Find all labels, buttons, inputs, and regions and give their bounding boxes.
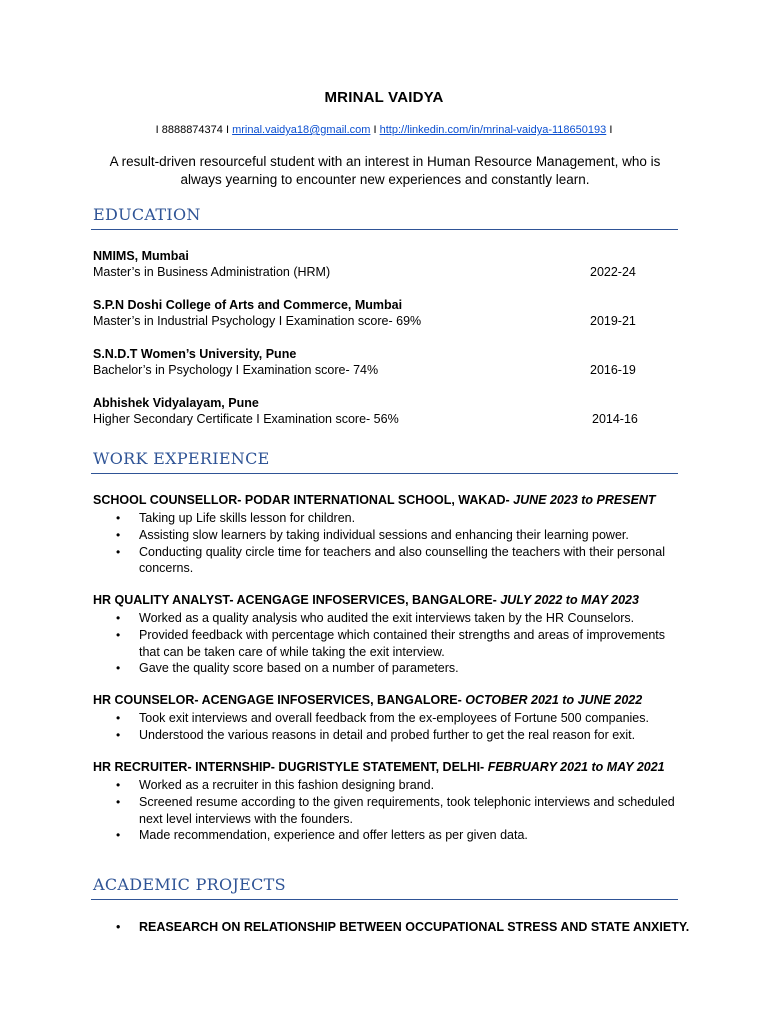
separator: I	[225, 124, 230, 136]
job-dates: JUNE 2023 to PRESENT	[513, 493, 656, 507]
job-bullets	[93, 777, 683, 844]
bullet-icon: •	[116, 794, 121, 809]
project-title: REASEARCH ON RELATIONSHIP BETWEEN OCCUPATIONAL STRESS AND STATE ANXIETY.	[139, 920, 690, 934]
academic-projects-heading: ACADEMIC PROJECTS	[93, 875, 286, 894]
bullet-icon: •	[116, 778, 121, 792]
education-years: 2016-19	[590, 363, 636, 377]
job-role: HR COUNSELOR- ACENGAGE INFOSERVICES, BANGALORE-	[93, 693, 462, 707]
work-experience-heading: WORK EXPERIENCE	[93, 449, 270, 468]
list-item	[93, 627, 683, 661]
list-item-text: Understood the various reasons in detail and probed further to get the real reason for exit.	[139, 727, 636, 742]
job-heading	[93, 493, 656, 507]
list-item	[93, 660, 683, 677]
academic-projects-divider	[91, 899, 678, 900]
job-bullets	[93, 510, 683, 577]
education-degree: Higher Secondary Certificate I Examination score- 56%	[93, 412, 399, 426]
bullet-icon: •	[116, 711, 121, 725]
job-dates: JULY 2022 to MAY 2023	[500, 593, 639, 607]
job-role: HR QUALITY ANALYST- ACENGAGE INFOSERVICES, BANGALORE-	[93, 593, 497, 607]
bullet-icon: •	[116, 727, 121, 742]
bullet-icon: •	[116, 661, 121, 676]
list-item-text: Screened resume according to the given requirements, took telephonic interviews and scheduled next level interviews with the founders.	[139, 794, 675, 826]
bullet-icon: •	[116, 527, 121, 542]
job-role: HR RECRUITER- INTERNSHIP- DUGRISTYLE STATEMENT, DELHI-	[93, 760, 485, 774]
education-institution: S.N.D.T Women’s University, Pune	[93, 347, 297, 361]
contact-line	[0, 124, 768, 136]
list-item	[93, 527, 683, 544]
job-bullets	[93, 710, 683, 744]
list-item-text: Made recommendation, experience and offer letters as per given data.	[139, 828, 528, 843]
list-item	[93, 544, 683, 578]
list-item-text: Provided feedback with percentage which contained their strengths and areas of improvements that can be taken care of while taking the exit interview.	[139, 627, 665, 659]
bullet-icon: •	[116, 611, 121, 625]
separator: I	[609, 124, 613, 136]
job-dates: OCTOBER 2021 to JUNE 2022	[465, 693, 643, 707]
list-item-text: Took exit interviews and overall feedback from the ex-employees of Fortune 500 companies.	[139, 711, 649, 725]
education-years: 2019-21	[590, 314, 636, 328]
job-role: SCHOOL COUNSELLOR- PODAR INTERNATIONAL SCHOOL, WAKAD-	[93, 493, 510, 507]
education-institution: Abhishek Vidyalayam, Pune	[93, 396, 259, 410]
candidate-name: MRINAL VAIDYA	[324, 89, 444, 106]
list-item	[93, 777, 683, 794]
education-divider	[91, 229, 678, 230]
job-heading	[93, 693, 642, 707]
email-link[interactable]: mrinal.vaidya18@gmail.com	[232, 124, 371, 136]
job-heading	[93, 593, 639, 607]
education-degree: Bachelor’s in Psychology I Examination score- 74%	[93, 363, 379, 377]
job-bullets	[93, 610, 683, 677]
list-item	[93, 727, 683, 744]
bullet-icon: •	[116, 627, 121, 642]
bullet-icon: •	[116, 511, 121, 525]
list-item	[93, 827, 683, 844]
separator: I	[155, 124, 159, 136]
bullet-icon: •	[116, 920, 121, 934]
work-experience-divider	[91, 473, 678, 474]
list-item	[93, 510, 683, 527]
list-item-text: Conducting quality circle time for teachers and also counselling the teachers with their personal concerns.	[139, 544, 665, 576]
education-years: 2022-24	[590, 265, 636, 279]
education-degree: Master’s in Industrial Psychology I Examination score- 69%	[93, 314, 422, 328]
education-degree: Master’s in Business Administration (HRM)	[93, 265, 331, 279]
education-heading: EDUCATION	[93, 205, 201, 224]
list-item	[93, 710, 683, 727]
summary-text: A result-driven resourceful student with an interest in Human Resource Management, who is always yearning to encounter new experiences and constantly learn.	[109, 154, 661, 187]
education-institution: NMIMS, Mumbai	[93, 249, 189, 263]
list-item-text: Worked as a quality analysis who audited the exit interviews taken by the HR Counselors.	[139, 611, 635, 625]
list-item-text: Gave the quality score based on a number of parameters.	[139, 661, 459, 676]
separator: I	[373, 124, 377, 136]
list-item-text: Assisting slow learners by taking individual sessions and enhancing their learning power.	[139, 527, 629, 542]
education-institution: S.P.N Doshi College of Arts and Commerce, Mumbai	[93, 298, 403, 312]
education-years: 2014-16	[592, 412, 638, 426]
list-item	[93, 794, 683, 828]
job-heading	[93, 760, 665, 774]
phone-number: 8888874374	[161, 124, 223, 136]
list-item	[93, 610, 683, 627]
list-item-text: Taking up Life skills lesson for children.	[139, 511, 356, 525]
linkedin-link[interactable]: http://linkedin.com/in/mrinal-vaidya-118650193	[379, 124, 607, 136]
bullet-icon: •	[116, 828, 121, 843]
bullet-icon: •	[116, 544, 121, 559]
list-item-text: Worked as a recruiter in this fashion designing brand.	[139, 778, 435, 792]
job-dates: FEBRUARY 2021 to MAY 2021	[487, 760, 665, 774]
